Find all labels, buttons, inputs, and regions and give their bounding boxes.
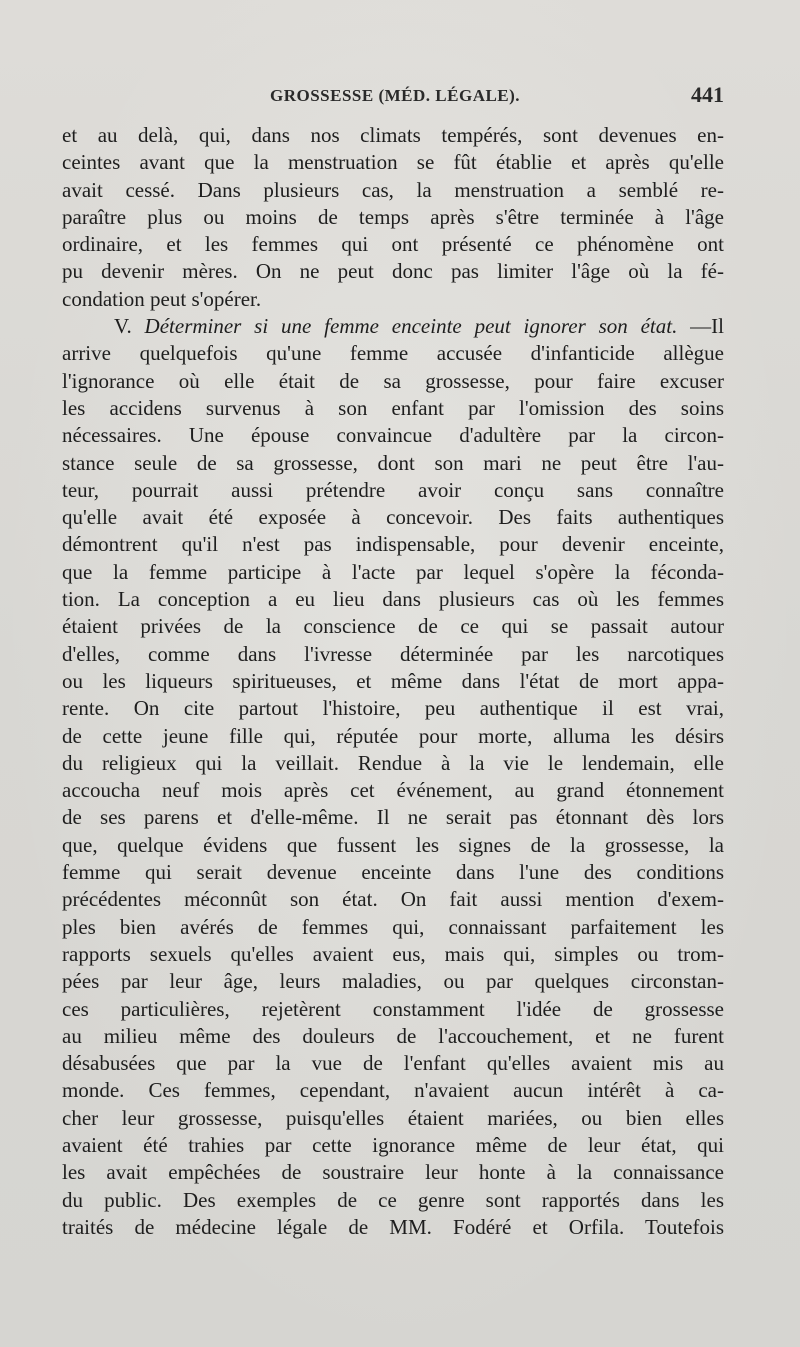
text-line: désabusées que par la vue de l'enfant qu'elles avaient mis au [62, 1051, 724, 1076]
text-line: du public. Des exemples de ce genre sont rapportés dans les [62, 1187, 724, 1212]
text-line: l'ignorance où elle était de sa grossesse, pour faire excuser [62, 368, 724, 393]
text-line: cher leur grossesse, puisqu'elles étaient mariées, ou bien elles [62, 1105, 724, 1130]
text-line: rente. On cite partout l'histoire, peu authentique il est vrai, [62, 696, 724, 721]
text-line: arrive quelquefois qu'une femme accusée d'infanticide allègue [62, 341, 724, 366]
page-header [62, 82, 724, 116]
text-line: au milieu même des douleurs de l'accouchement, et ne furent [62, 1023, 724, 1048]
section-lead: —Il [690, 314, 724, 339]
text-line: de cette jeune fille qui, réputée pour morte, alluma les désirs [62, 723, 724, 748]
running-title: GROSSESSE (MÉD. LÉGALE). [270, 86, 521, 105]
text-line: précédentes méconnût son état. On fait aussi mention d'exem- [62, 887, 724, 912]
text-line: accoucha neuf mois après cet événement, au grand étonnement [62, 778, 724, 803]
text-line: avaient été trahies par cette ignorance même de leur état, qui [62, 1132, 724, 1157]
text-line: qu'elle avait été exposée à concevoir. Des faits authentiques [62, 505, 724, 530]
text-line: condation peut s'opérer. [62, 286, 262, 311]
text-line: du religieux qui la veillait. Rendue à la vie le lendemain, elle [62, 750, 724, 775]
text-line: monde. Ces femmes, cependant, n'avaient aucun intérêt à ca- [62, 1078, 724, 1103]
text-line: stance seule de sa grossesse, dont son mari ne peut être l'au- [62, 450, 724, 475]
text-line: ples bien avérés de femmes qui, connaissant parfaitement les [62, 914, 724, 939]
section-title: Déterminer si une femme enceinte peut ignorer son état. [144, 314, 678, 339]
text-line: les avait empêchées de soustraire leur honte à la connaissance [62, 1160, 724, 1185]
text-line: de ses parens et d'elle-même. Il ne serait pas étonnant dès lors [62, 805, 724, 830]
text-line: ordinaire, et les femmes qui ont présenté ce phénomène ont [62, 232, 724, 257]
text-line: étaient privées de la conscience de ce qui se passait autour [62, 614, 724, 639]
text-line: tion. La conception a eu lieu dans plusieurs cas où les femmes [62, 587, 724, 612]
text-line: que, quelque évidens que fussent les signes de la grossesse, la [62, 832, 724, 857]
text-line: ces particulières, rejetèrent constamment l'idée de grossesse [62, 996, 724, 1021]
text-line: teur, pourrait aussi prétendre avoir conçu sans connaître [62, 477, 724, 502]
body-text [62, 122, 724, 1241]
text-line: que la femme participe à l'acte par lequel s'opère la féconda- [62, 559, 724, 584]
page-number: 441 [691, 82, 724, 107]
text-line: rapports sexuels qu'elles avaient eus, mais qui, simples ou trom- [62, 941, 724, 966]
text-line: d'elles, comme dans l'ivresse déterminée par les narcotiques [62, 641, 724, 666]
text-line: les accidens survenus à son enfant par l'omission des soins [62, 395, 724, 420]
text-line: ou les liqueurs spiritueuses, et même dans l'état de mort appa- [62, 668, 724, 693]
text-line: démontrent qu'il n'est pas indispensable, pour devenir enceinte, [62, 532, 724, 557]
text-line: traités de médecine légale de MM. Fodéré et Orfila. Toutefois [62, 1214, 724, 1239]
section-heading-line [62, 313, 724, 340]
text-line: pu devenir mères. On ne peut donc pas limiter l'âge où la fé- [62, 259, 724, 284]
text-line: pées par leur âge, leurs maladies, ou par quelques circonstan- [62, 969, 724, 994]
section-number: V. [114, 314, 132, 339]
text-line: et au delà, qui, dans nos climats tempérés, sont devenues en- [62, 123, 724, 147]
text-line: paraître plus ou moins de temps après s'être terminée à l'âge [62, 204, 724, 229]
text-line: femme qui serait devenue enceinte dans l'une des conditions [62, 860, 724, 885]
text-line: nécessaires. Une épouse convaincue d'adultère par la circon- [62, 423, 724, 448]
text-line: avait cessé. Dans plusieurs cas, la menstruation a semblé re- [62, 177, 724, 202]
text-line: ceintes avant que la menstruation se fût établie et après qu'elle [62, 150, 724, 175]
